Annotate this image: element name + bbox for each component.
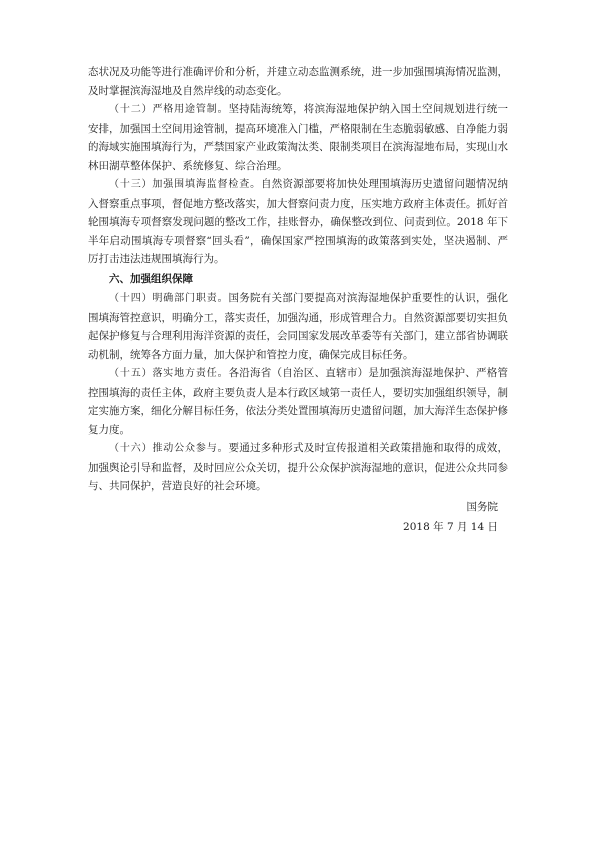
item-16-paragraph [88, 439, 508, 496]
item-12-paragraph [88, 100, 508, 175]
item-12-body: 坚持陆海统筹，将滨海湿地保护纳入国土空间规划进行统一安排，加强国土空间用途管制，提高环境准入门槛，严格限制在生态脆弱敏感、自净能力弱的海域实施围填海行为，严禁国家产业政策淘汰类、限制类项目在滨海湿地布局，实现山水林田湖草整体保护、系统修复、综合治理。 [88, 103, 509, 172]
item-15-lead: （十五）落实地方责任。 [109, 368, 229, 379]
item-13-paragraph [88, 175, 508, 269]
item-13-body: 自然资源部要将加快处理围填海历史遗留问题情况纳入督察重点事项，督促地方整改落实，加大督察问责力度，压实地方政府主体责任。抓好首轮围填海专项督察发现问题的整改工作，挂账督办，确保整改到位、问责到位。2018 年下半年启动围填海专项督察“回头看”，确保国家严控围填海的政策落到实处，坚决遏制、严厉打击违法违规围填海行为。 [88, 178, 508, 265]
document-body [88, 63, 508, 537]
item-12-lead: （十二）严格用途管制。 [109, 104, 229, 115]
signatory: 国务院 [466, 500, 498, 513]
item-13-lead: （十三）加强围填海监督检查。 [109, 179, 261, 190]
item-14-lead: （十四）明确部门职责。 [109, 293, 229, 304]
item-16-body: 要通过多种形式及时宣传报道相关政策措施和取得的成效，加强舆论引导和监督，及时回应公众关切，提升公众保护滨海湿地的意识，促进公众共同参与、共同保护，营造良好的社会环境。 [88, 442, 509, 492]
issue-date: 2018 年 7 月 14 日 [403, 521, 498, 533]
item-16-lead: （十六）推动公众参与。 [109, 443, 229, 454]
item-15-paragraph [88, 364, 508, 439]
intro-continuation-paragraph: 态状况及功能等进行准确评价和分析，并建立动态监测系统，进一步加强围填海情况监测，及时掌握滨海湿地及自然岸线的动态变化。 [88, 66, 508, 97]
item-14-body: 国务院有关部门要提高对滨海湿地保护重要性的认识，强化围填海管控意识，明确分工，落实责任，加强沟通，形成管理合力。自然资源部要切实担负起保护修复与合理利用海洋资源的责任，会同国家发展改革委等有关部门，建立部省协调联动机制，统筹各方面力量，加大保护和管控力度，确保完成目标任务。 [88, 292, 509, 361]
item-15-body: 各沿海省（自治区、直辖市）是加强滨海湿地保护、严格管控围填海的责任主体，政府主要负责人是本行政区域第一责任人，要切实加强组织领导，制定实施方案，细化分解目标任务，依法分类处置围填海历史遗留问题，加大海洋生态保护修复力度。 [88, 367, 509, 436]
item-14-paragraph [88, 289, 508, 364]
section-heading: 六、加强组织保障 [109, 272, 193, 285]
